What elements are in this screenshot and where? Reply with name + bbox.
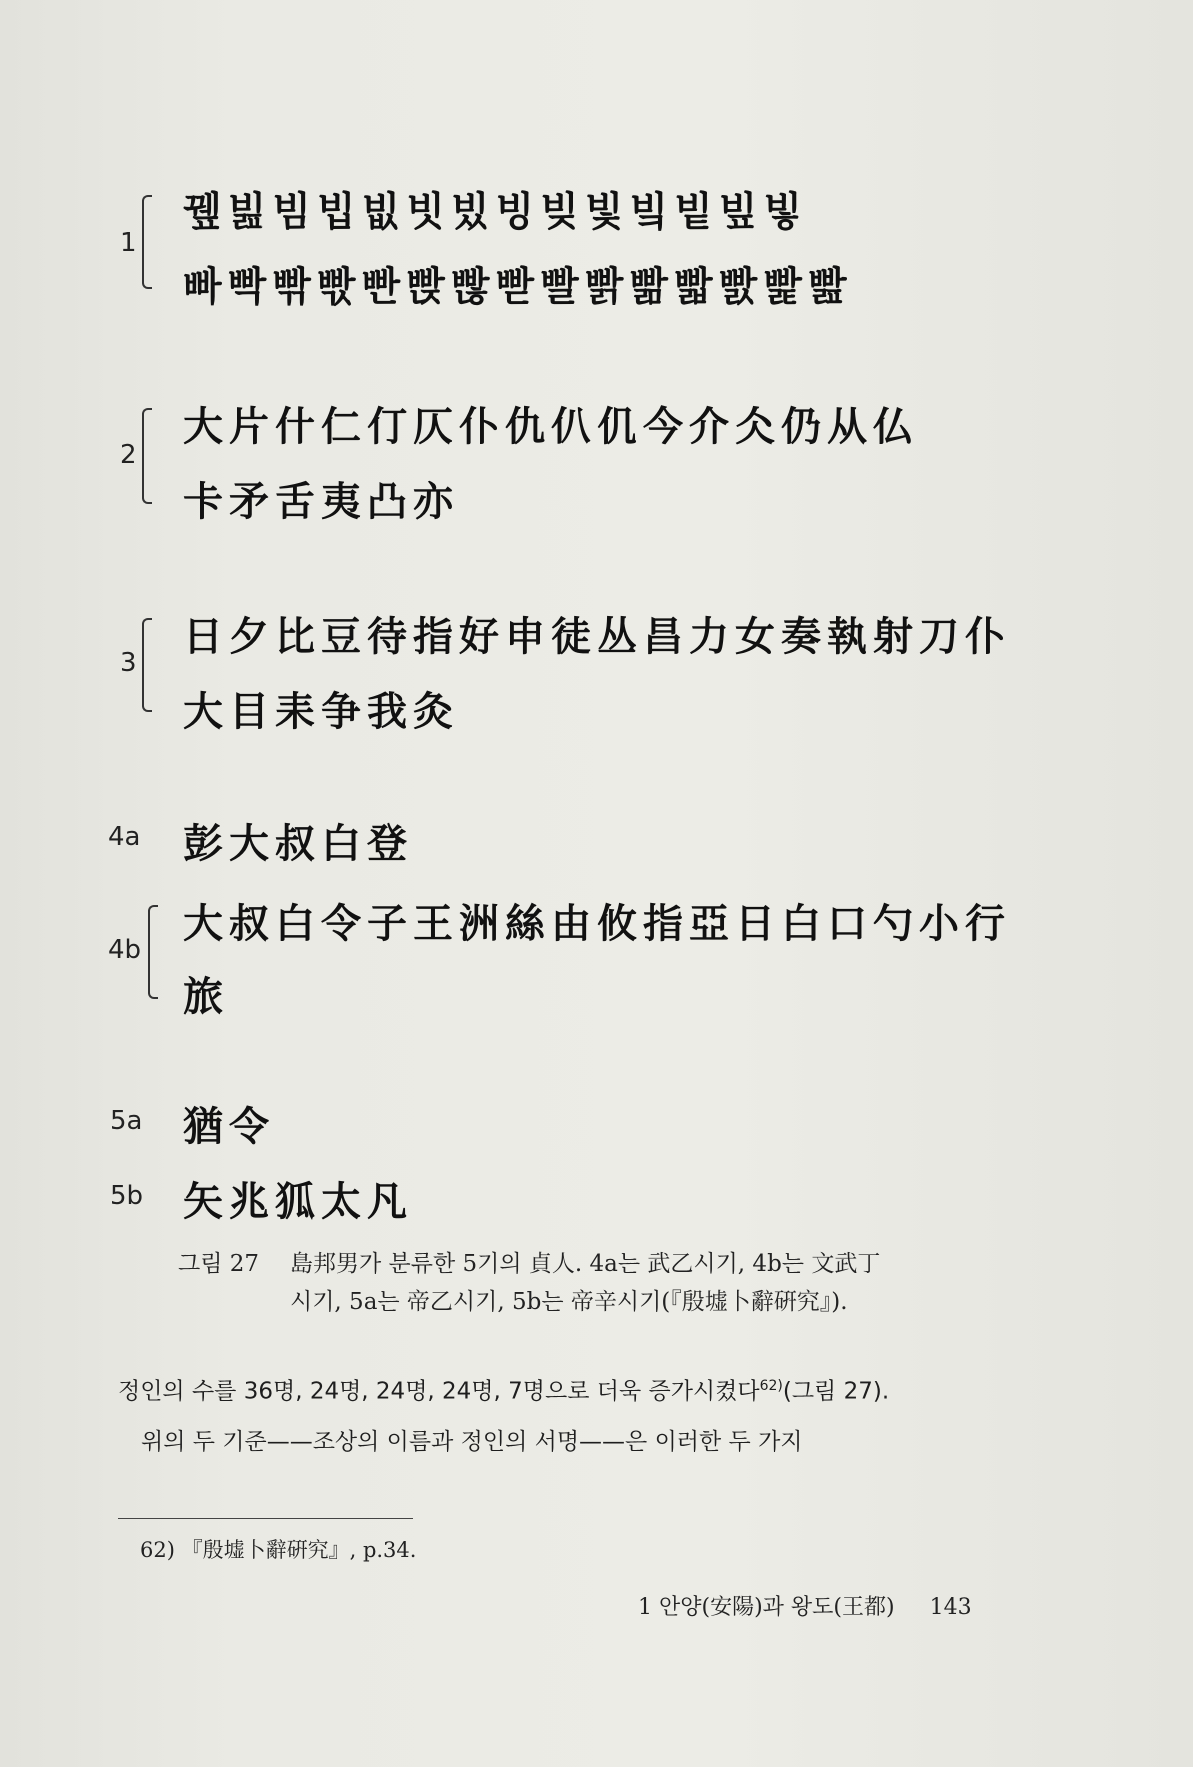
group-number: 5b (110, 1181, 144, 1211)
bracket (142, 195, 152, 289)
body-text (118, 1366, 1038, 1462)
chapter-title: 1 안양(安陽)과 왕도(王都) (638, 1595, 895, 1620)
glyph-line: 卡矛舌夷凸亦 (183, 478, 459, 525)
figure-caption (178, 1245, 1038, 1321)
group-number: 2 (120, 440, 137, 470)
figure-label: 그림 27 (178, 1251, 260, 1277)
glyph-line: 猶令 (183, 1103, 275, 1150)
group-number: 4b (108, 935, 142, 965)
footnote-ref[interactable]: 62) (759, 1378, 783, 1394)
caption-line-1: 島邦男가 분류한 5기의 貞人. 4a는 武乙시기, 4b는 文武丁 (290, 1251, 881, 1277)
group-number: 3 (120, 648, 137, 678)
running-footer (638, 1590, 972, 1621)
bracket (142, 618, 152, 712)
glyph-line: 大叔白令子王洲絲由攸指亞日白口勺小行 (183, 900, 1011, 947)
caption-line-2: 시기, 5a는 帝乙시기, 5b는 帝辛시기(『殷墟卜辭硏究』). (290, 1289, 848, 1315)
glyph-line: 빠빡빢빣빤빥빦빧빨빩빪빫빬빭빮 (183, 263, 853, 310)
glyph-line: 矢兆狐太凡 (183, 1178, 413, 1225)
bracket (142, 408, 152, 504)
glyph-line: 뀊빒빔빕빖빗빘빙빚빛빜빝빞빟 (183, 188, 808, 235)
paragraph: 위의 두 기준——조상의 이름과 정인의 서명——은 이러한 두 가지 (141, 1428, 803, 1455)
paragraph-text: 정인의 수를 36명, 24명, 24명, 24명, 7명으로 더욱 증가시켰다 (118, 1378, 760, 1405)
glyph-line: 日夕比豆待指好申徒丛昌力女奏執射刀仆 (183, 613, 1011, 660)
group-number: 5a (110, 1106, 143, 1136)
glyph-line: 大片什仁仃仄仆仇仈仉今介仌仍从仏 (183, 403, 919, 450)
page-number: 143 (929, 1595, 972, 1620)
glyph-line: 大目耒争我灸 (183, 688, 459, 735)
group-number: 4a (108, 822, 141, 852)
glyph-line: 旅 (183, 973, 229, 1020)
group-number: 1 (120, 228, 137, 258)
paragraph-text: (그림 27). (782, 1378, 890, 1405)
footnote-divider (118, 1518, 413, 1519)
paragraph (118, 1366, 1038, 1412)
footnote: 62) 『殷墟卜辭硏究』, p.34. (140, 1538, 417, 1562)
glyph-line: 彭大叔白登 (183, 820, 413, 867)
bracket (148, 905, 158, 999)
